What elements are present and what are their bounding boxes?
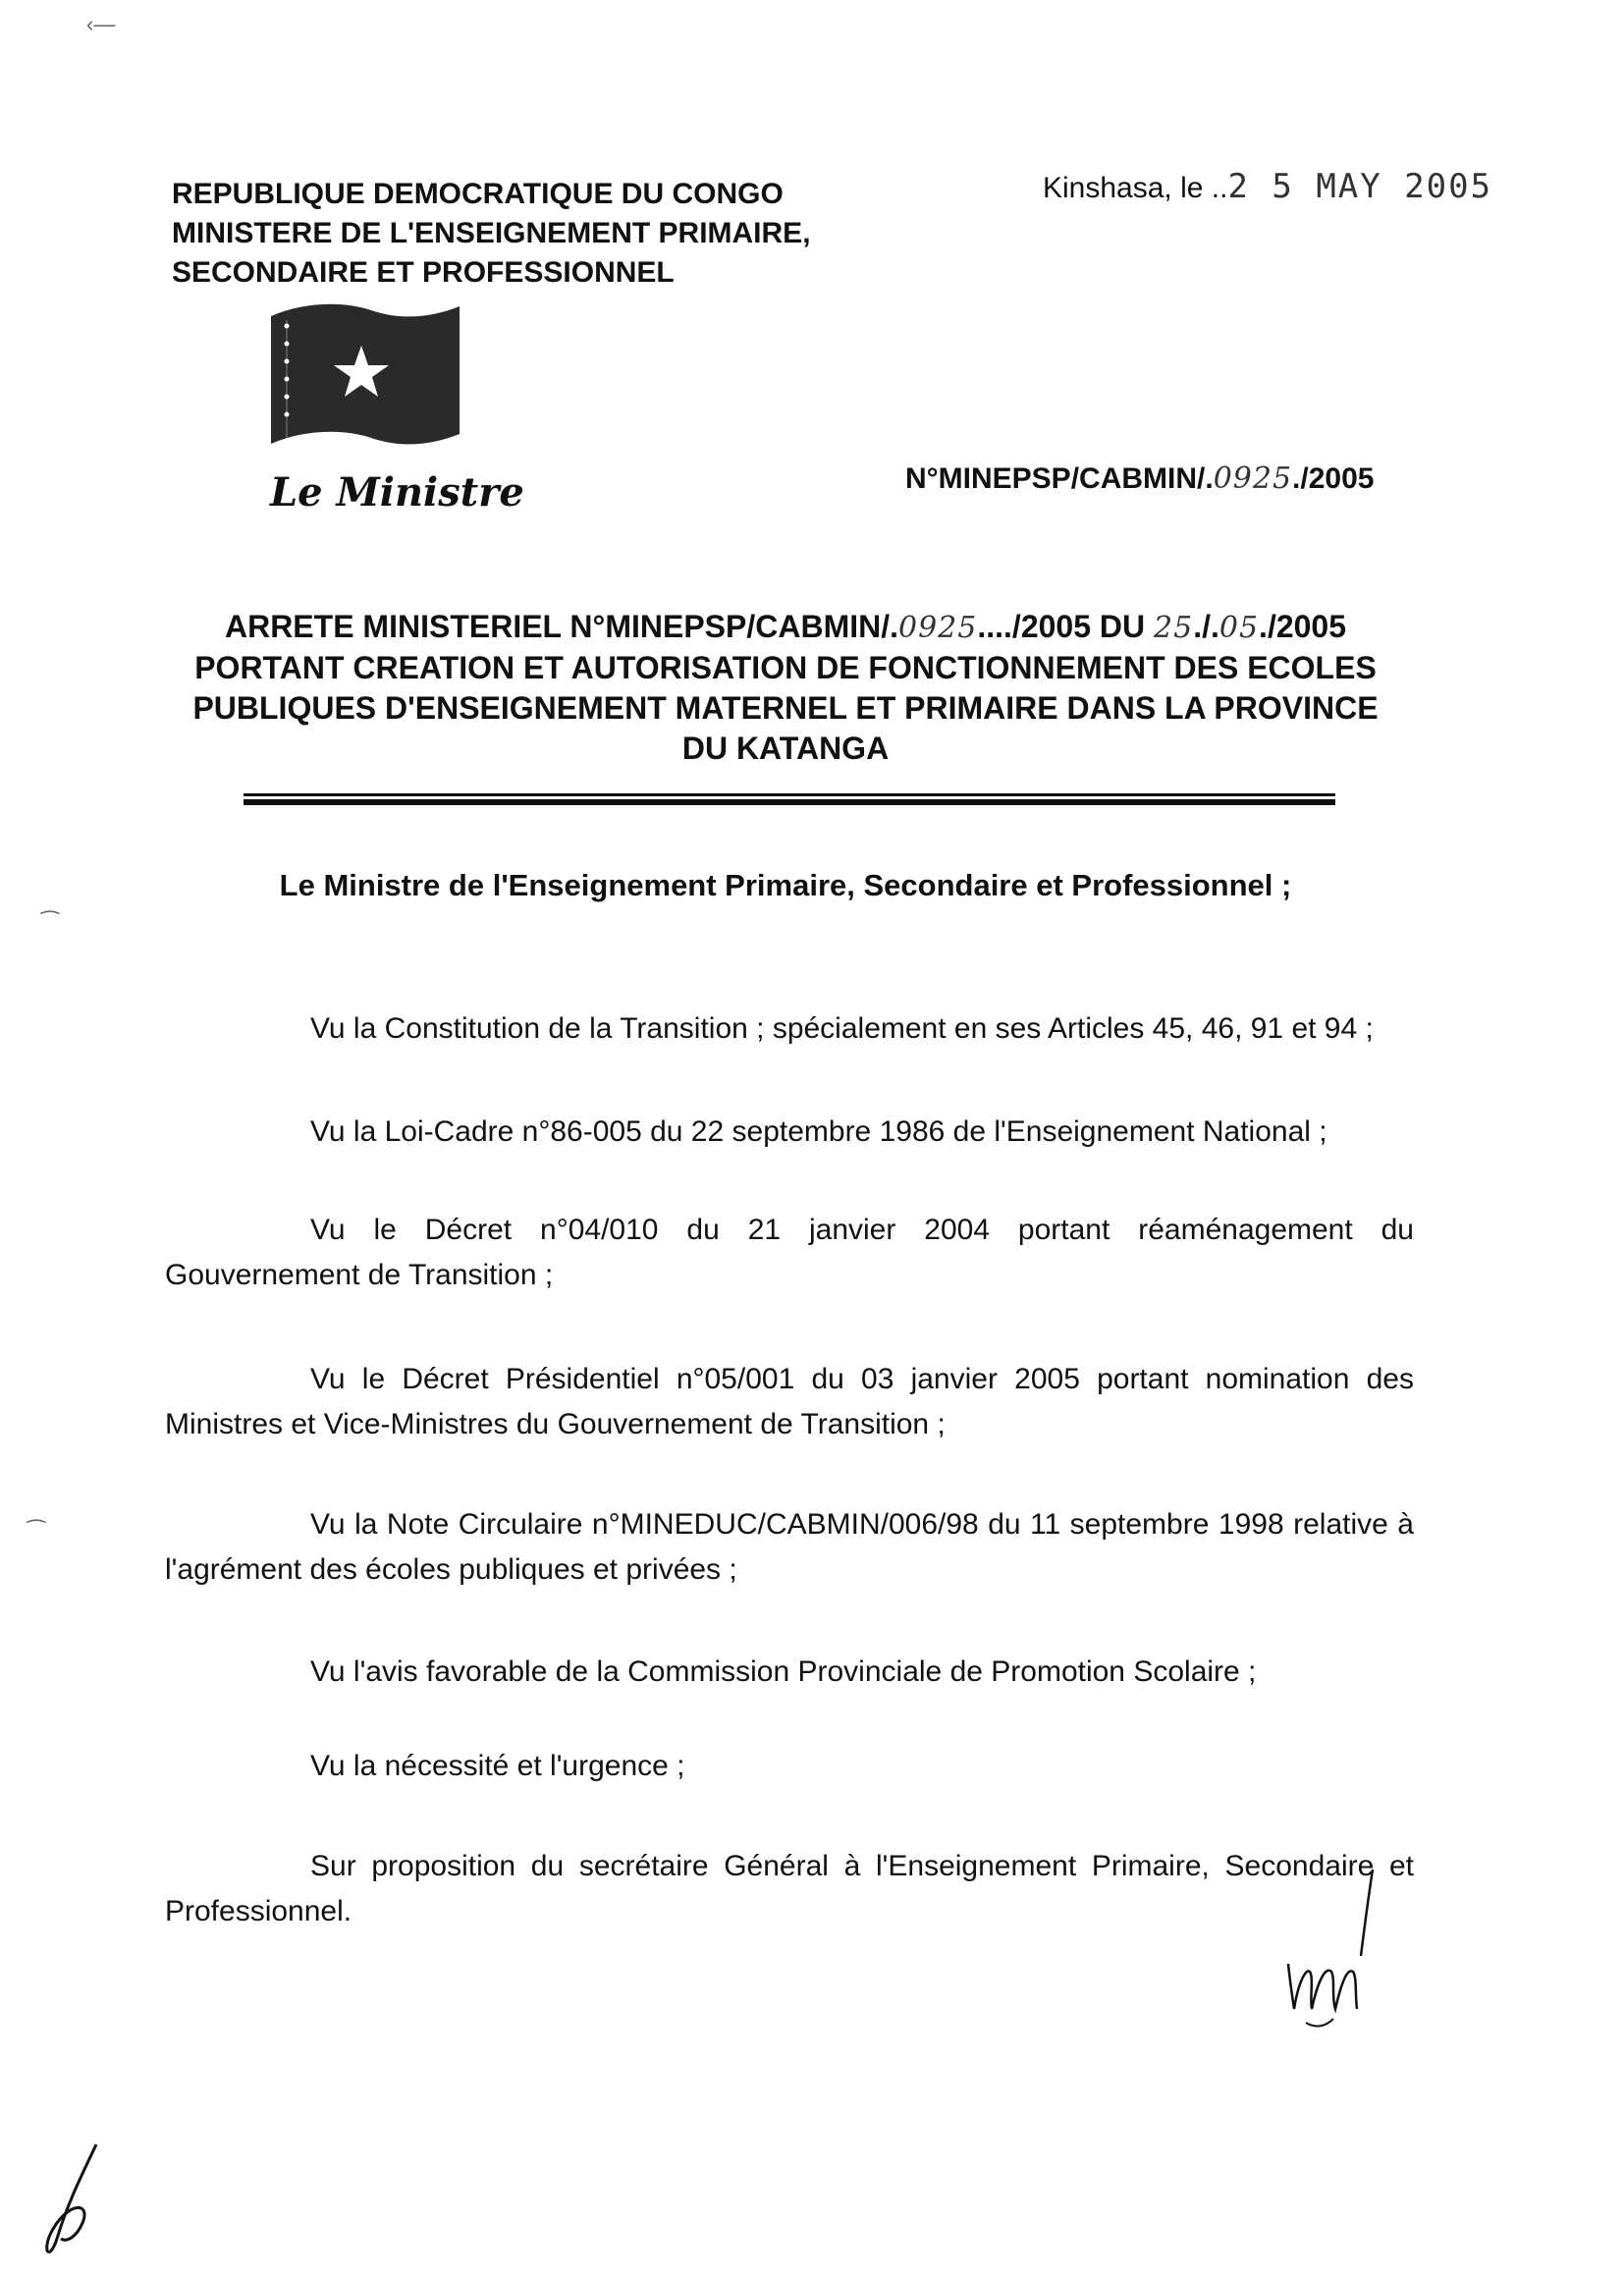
flag-emblem [263, 297, 469, 452]
letterhead [172, 175, 811, 293]
scan-mark: ‹— [86, 12, 116, 36]
flag-icon [263, 297, 469, 452]
letterhead-line-country: REPUBLIQUE DEMOCRATIQUE DU CONGO [172, 178, 784, 210]
dateline [1043, 167, 1492, 206]
consideration-paragraph [165, 1006, 1414, 1052]
consideration-text: Vu la nécessité et l'urgence ; [310, 1750, 685, 1782]
reference-prefix: N°MINEPSP/CABMIN/. [905, 462, 1214, 495]
title-mid: ..../2005 DU [977, 609, 1154, 644]
title-separator: ./. [1193, 609, 1219, 644]
consideration-paragraph [165, 1208, 1414, 1298]
initials-signature [1276, 1866, 1384, 2033]
letterhead-line-ministry-cont: SECONDAIRE ET PROFESSIONNEL [172, 256, 675, 289]
handwritten-decree-number: 0925 [898, 611, 978, 645]
title-line-3: PUBLIQUES D'ENSEIGNEMENT MATERNEL ET PRIMAIRE DANS LA PROVINCE [192, 690, 1379, 726]
consideration-paragraph [165, 1357, 1414, 1447]
reference-suffix: ./2005 [1292, 462, 1375, 495]
preamble: Le Ministre de l'Enseignement Primaire, Secondaire et Professionnel ; [279, 868, 1292, 902]
margin-initial [39, 2141, 108, 2258]
handwritten-reference: 0925 [1213, 461, 1293, 496]
consideration-text: Vu le Décret Présidentiel n°05/001 du 03 janvier 2005 portant nomination des Ministres et Vice-Ministres du Gouvernement de Transition ; [165, 1363, 1414, 1440]
title-line-2: PORTANT CREATION ET AUTORISATION DE FONCTIONNEMENT DES ECOLES [194, 650, 1377, 685]
consideration-text: Sur proposition du secrétaire Général à l'Enseignement Primaire, Secondaire et Professionnel. [165, 1850, 1414, 1927]
consideration-paragraph [165, 1744, 1414, 1789]
decree-title [147, 607, 1424, 769]
scan-mark: ⁀ [41, 911, 59, 936]
consideration-text: Vu l'avis favorable de la Commission Provinciale de Promotion Scolaire ; [310, 1655, 1257, 1688]
title-line-1 [147, 607, 1424, 648]
letterhead-line-ministry: MINISTERE DE L'ENSEIGNEMENT PRIMAIRE, [172, 217, 811, 249]
consideration-paragraph [165, 1502, 1414, 1593]
handwritten-day: 25 [1154, 611, 1194, 645]
title-suffix: ./2005 [1259, 609, 1347, 644]
consideration-paragraph [165, 1650, 1414, 1695]
handwritten-month: 05 [1218, 611, 1260, 645]
handwritten-date: 2 5 MAY 2005 [1227, 167, 1493, 206]
scan-mark: ⁀ [27, 1520, 45, 1545]
consideration-paragraph [165, 1110, 1414, 1155]
consideration-text: Vu la Note Circulaire n°MINEDUC/CABMIN/006/98 du 11 septembre 1998 relative à l'agrément des écoles publiques et privées ; [165, 1508, 1414, 1586]
title-divider [244, 793, 1335, 809]
consideration-text: Vu la Loi-Cadre n°86-005 du 22 septembre 1986 de l'Enseignement National ; [310, 1115, 1327, 1148]
consideration-text: Vu le Décret n°04/010 du 21 janvier 2004 portant réaménagement du Gouvernement de Transition ; [165, 1214, 1414, 1291]
reference-number [905, 461, 1374, 496]
title-prefix: ARRETE MINISTERIEL N°MINEPSP/CABMIN/. [224, 609, 898, 644]
consideration-paragraph [165, 1844, 1414, 1934]
dateline-prefix: Kinshasa, le .. [1043, 172, 1228, 204]
consideration-text: Vu la Constitution de la Transition ; spécialement en ses Articles 45, 46, 91 et 94 ; [310, 1012, 1374, 1045]
title-line-4: DU KATANGA [681, 731, 890, 766]
minister-label: Le Ministre [270, 469, 524, 515]
